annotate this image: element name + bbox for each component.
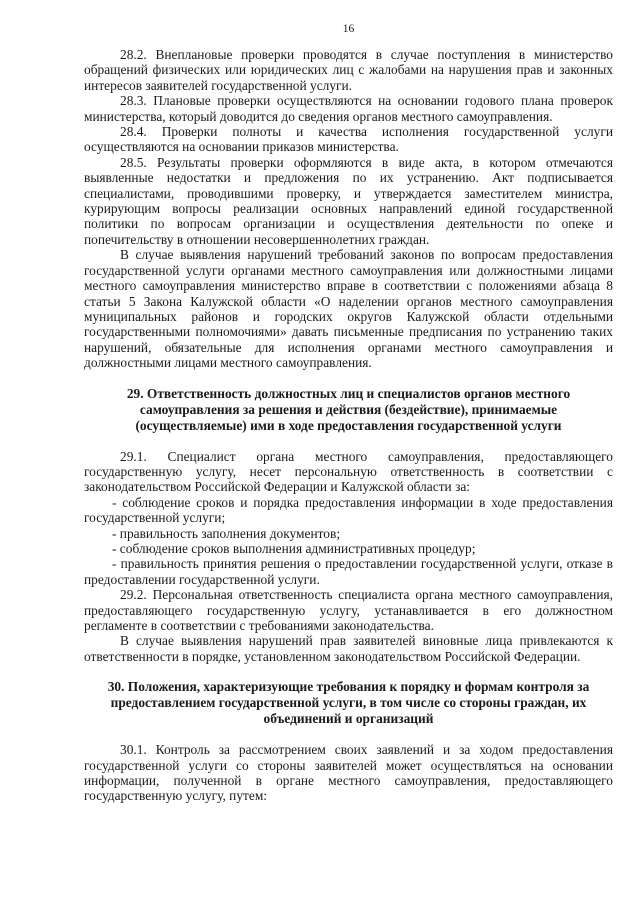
- section-heading-29: 29. Ответственность должностных лиц и специалистов органов местного самоуправления за решения и действия (бездействие), принимаемые (осуществляемые) ими в ходе предоставления государственной услуги: [126, 385, 571, 433]
- section-heading-30: 30. Положения, характеризующие требования к порядку и формам контроля за предоставлением государственной услуги, в том числе со стороны граждан, их объединений и организаций: [107, 679, 590, 727]
- paragraph-28-2: 28.2. Внеплановые проверки проводятся в случае поступления в министерство обращений физических или юридических лиц с жалобами на нарушения прав и законных интересов заявителей государственной услуги.: [84, 47, 613, 93]
- paragraph-29-2: 29.2. Персональная ответственность специалиста органа местного самоуправления, предоставляющего государственную услугу, устанавливается в его должностном регламенте в соответствии с требованиями законодательства.: [84, 587, 613, 633]
- paragraph-30-1: 30.1. Контроль за рассмотрением своих заявлений и за ходом предоставления государственной услуги со стороны заявителей может осуществляться на основании информации, полученной в органе местного самоуправления, предоставляющего государственную услугу, путем:: [84, 742, 613, 804]
- list-item: - правильность заполнения документов;: [112, 525, 341, 541]
- list-item: - правильность принятия решения о предоставлении государственной услуги, отказе в предоставлении государственной услуги.: [84, 556, 613, 587]
- paragraph-28-4: 28.4. Проверки полноты и качества исполнения государственной услуги осуществляются на основании приказов министерства.: [84, 124, 613, 155]
- paragraph-28-5: 28.5. Результаты проверки оформляются в виде акта, в котором отмечаются выявленные недостатки и предложения по их устранению. Акт подписывается специалистами, проводившими проверку, и утверждается заместителем министра, курирующим вопросы реализации основных направлений единой государственной политики по вопросам организации и осуществления деятельности по опеке и попечительству в отношении несовершеннолетних граждан.: [84, 154, 613, 247]
- paragraph-29-1: 29.1. Специалист органа местного самоуправления, предоставляющего государственную услугу, несет персональную ответственность в соответствии с законодательством Российской Федерации и Калужской области за:: [84, 448, 613, 495]
- page-number: 16: [342, 23, 355, 35]
- list-item: - соблюдение сроков выполнения административных процедур;: [112, 540, 476, 556]
- paragraph-28-3: 28.3. Плановые проверки осуществляются на основании годового плана проверок министерства, который доводится до сведения органов местного самоуправления.: [84, 93, 613, 124]
- paragraph-29-violations: В случае выявления нарушений прав заявителей виновные лица привлекаются к ответственности в порядке, установленном законодательством Российской Федерации.: [84, 633, 613, 664]
- paragraph-28-violations: В случае выявления нарушений требований законов по вопросам предоставления государственной услуги органами местного самоуправления или должностными лицами местного самоуправления министерство вправе в соответствии с положениями абзаца 8 статьи 5 Закона Калужской области «О наделении органов местного самоуправления муниципальных районов и городских округов Калужской области отдельными государственными полномочиями» давать письменные предписания по устранению таких нарушений, обязательные для исполнения органами местного самоуправления и должностными лицами местного самоуправления.: [84, 247, 613, 371]
- list-item: - соблюдение сроков и порядка предоставления информации в ходе предоставления государственной услуги;: [84, 494, 613, 526]
